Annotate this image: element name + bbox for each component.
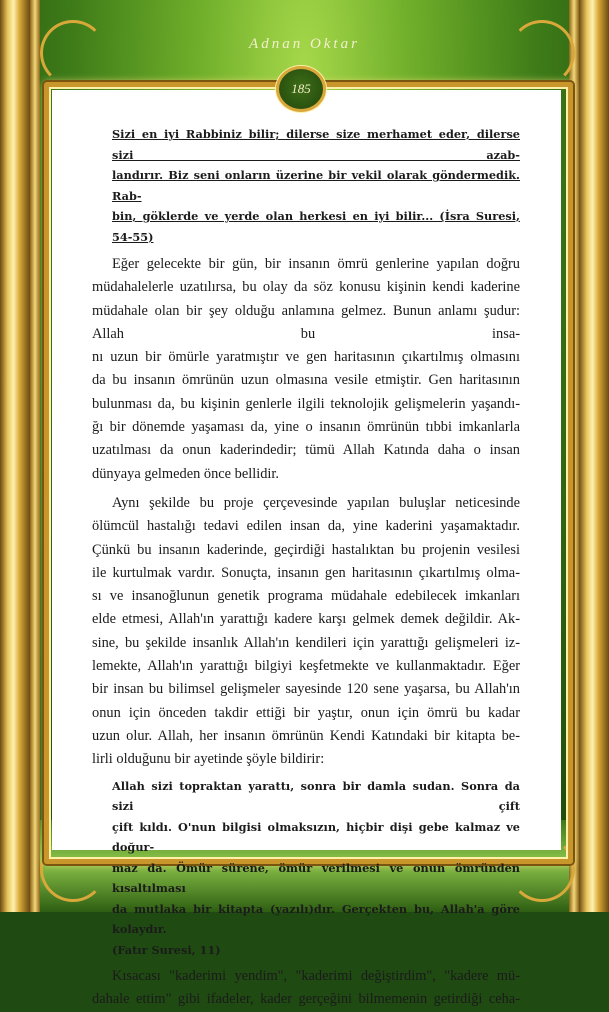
- quote-line: da mutlaka bir kitapta (yazılı)dır. Gerçekten bu, Allah'a göre kolaydır.: [112, 901, 520, 937]
- text-line: müdahale olan bir şey olduğu anlamına gelmez. Bunun anlamı şudur: Allah bu insa-: [92, 302, 520, 342]
- text-line: da bu insanın ömrünün uzun olmasına vesile etmiştir. Gen haritasının: [92, 372, 520, 389]
- text-line: dahale ettim" gibi ifadeler, kader gerçeğini bilmemenin getirdiği ceha-: [92, 991, 520, 1008]
- verse-quote-isra: [92, 124, 520, 247]
- left-gold-trim: [30, 0, 40, 912]
- quote-line: maz da. Ömür sürene, ömür verilmesi ve onun ömründen kısaltılması: [112, 860, 520, 896]
- paragraph-3: [92, 965, 520, 1012]
- text-line: sine, bu şekilde insanlık Allah'ın kendileri için yarattığı gelişmeleri iz-: [92, 634, 520, 651]
- quote-line: Allah sizi topraktan yarattı, sonra bir damla sudan. Sonra da sizi çift: [112, 778, 520, 814]
- page-number: 185: [291, 81, 311, 96]
- quote-line: çift kıldı. O'nun bilgisi olmaksızın, hiçbir dişi gebe kalmaz ve doğur-: [112, 819, 520, 855]
- text-line: ğı bir dönemde yaşaması da, yine o insanın ömrünün tıbbi imkanlarla: [92, 419, 520, 436]
- ornament-swirl-icon: [40, 20, 106, 86]
- text-line: nı uzun bir ömürle yaratmıştır ve gen haritasının çıkartılmış olmasını: [92, 349, 520, 366]
- text-line: ölümcül hastalığı tedavi edilen insan da, yine kaderini yaşamaktadır.: [92, 518, 520, 535]
- text-line: uzun olur. Allah, her insanın ömrünün Kendi Katındaki bir kitapta be-: [92, 727, 520, 744]
- quote-line: Sizi en iyi Rabbiniz bilir; dilerse size merhamet eder, dilerse sizi azab-: [112, 127, 520, 162]
- quote-line: landırır. Biz seni onların üzerine bir vekil olarak göndermedik. Rab-: [112, 168, 520, 203]
- text-line: Eğer gelecekte bir gün, bir insanın ömrü genlerine yapılan doğru: [112, 256, 520, 272]
- text-line: Çünkü bu insanın kaderinde, geçirdiği hastalıktan bu projenin vesilesi: [92, 541, 520, 558]
- text-line: ile kurtulmak vardır. Sonuçta, insanın gen haritasının çıkartılmış olma-: [92, 564, 520, 581]
- text-line: Kısacası "kaderimi yendim", "kaderimi değiştirdim", "kadere mü-: [112, 968, 520, 985]
- text-line: bir insan bu bilimsel gelişmeler sayesinde 120 sene yaşarsa, bu Allah'ın: [92, 681, 520, 698]
- text-line: müdahalelerle uzatılırsa, bu olay da söz konusu kişinin kendi kaderine: [92, 279, 520, 296]
- ornament-swirl-icon: [509, 20, 575, 86]
- running-header-author: Adnan Oktar: [249, 36, 360, 52]
- text-line: dünyaya gelmeden önce bellidir.: [92, 465, 280, 482]
- text-line: sı ve insanoğlunun genetik programa müdahale edebilecek imkanları: [92, 588, 520, 605]
- quote-line: (Fatır Suresi, 11): [112, 942, 221, 957]
- quote-line: bin, göklerde ve yerde olan herkesi en iyi bilir... (İsra Suresi, 54-55): [112, 209, 520, 244]
- paragraph-2: [92, 492, 520, 772]
- page-number-medallion: [276, 66, 326, 112]
- text-line: bulunması da, bu kişinin genlerle ilgili teknolojik gelişmelerin yaşandı-: [92, 395, 520, 412]
- left-gold-pillar: [0, 0, 30, 912]
- verse-quote-fatir: [92, 776, 520, 961]
- text-line: lemekte, Allah'ın yarattığı bilgiyi keşfetmekte ve kullanmaktadır. Eğer: [92, 658, 520, 675]
- text-line: lirli olduğunu bir ayetinde şöyle bildirir:: [92, 751, 325, 768]
- paragraph-1: [92, 253, 520, 486]
- text-line: Aynı şekilde bu proje çerçevesinde yapılan buluşlar neticesinde: [112, 494, 520, 511]
- text-line: onun için önceden takdir ettiği bir yaştır, onun için ömrü bu kadar: [92, 704, 520, 721]
- text-line: elde etmesi, Allah'ın yarattığı kadere karşı gelmek demek değildir. Ak-: [92, 611, 520, 628]
- text-line: uzatılması da onun kaderindedir; tümü Allah Katında daha o insan: [92, 442, 520, 459]
- page-content: [92, 124, 520, 1012]
- right-gold-pillar: [579, 0, 609, 912]
